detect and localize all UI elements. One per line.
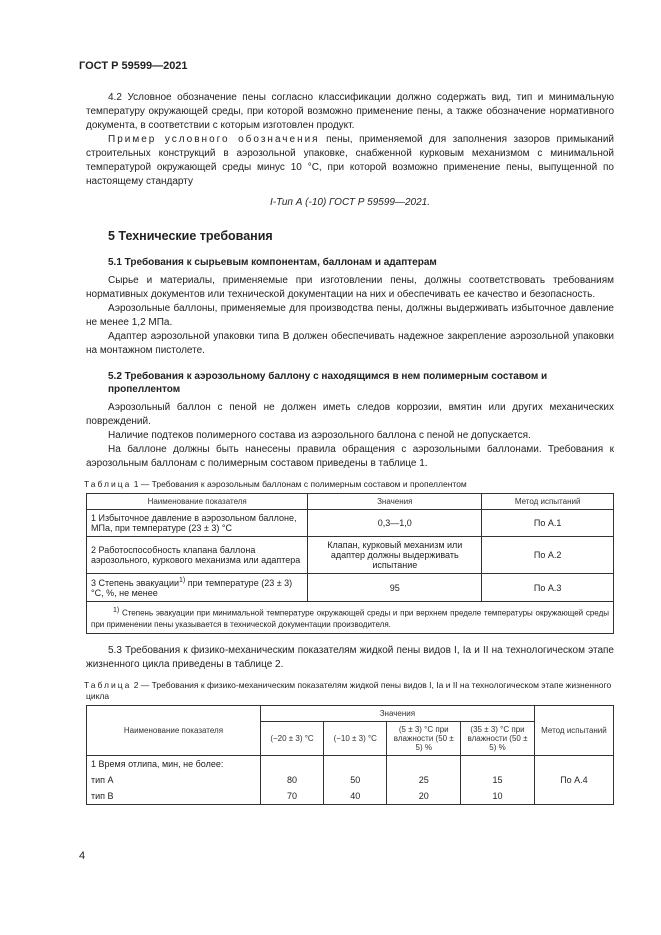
paragraph-5-2-c: На баллоне должны быть нанесены правила обращения с аэрозольными баллонами. Требования к аэрозольным баллонам с полимерным составом приведены в таблице 1. (86, 444, 614, 469)
table-cell-name: 1 Избыточное давление в аэрозольном баллоне, МПа, при температуре (23 ± 3) °С (87, 510, 308, 537)
table-cell-name: тип В (87, 788, 261, 805)
table-group-label: 1 Время отлипа, мин, не более: (87, 755, 261, 772)
paragraph-5-1-c: Адаптер аэрозольной упаковки типа В должен обеспечивать надежное закрепление аэрозольной упаковки на монтажном пистолете. (86, 331, 614, 356)
example-label: Пример условного обозначения (108, 134, 320, 145)
table-cell-method: По А.1 (482, 510, 614, 537)
table-2-caption (86, 680, 614, 702)
table-1-label: Таблица (84, 479, 132, 489)
paragraph-5-2-a: Аэрозольный баллон с пеной не должен иметь следов коррозии, вмятин или других механических повреждений. (86, 402, 614, 427)
table-cell-value: 40 (324, 788, 387, 805)
table-1-note-row (87, 602, 614, 634)
table-2-header-name: Наименование показателя (87, 705, 261, 755)
table-1-title: 1 — Требования к аэрозольным баллонам с полимерным составом и пропеллентом (131, 479, 467, 489)
table-row (87, 574, 614, 602)
table-cell-method: По А.2 (482, 537, 614, 574)
section-5-1-heading: 5.1 Требования к сырьевым компонентам, баллонам и адаптерам (108, 257, 437, 268)
table-cell-value: 95 (308, 574, 482, 602)
table-2-header-values: Значения (260, 705, 534, 721)
table-cell-value: 15 (461, 772, 535, 788)
table-cell-value: 0,3—1,0 (308, 510, 482, 537)
table-2-title: 2 — Требования к физико-механическим показателям жидкой пены видов I, Iа и II на технологическом этапе жизненного цикла (86, 679, 612, 701)
table-cell-name: 2 Работоспособность клапана баллона аэрозольного, куркового механизма или адаптера (87, 537, 308, 574)
table-1-header-name: Наименование показателя (87, 494, 308, 510)
table-row (87, 755, 614, 772)
table-cell-value: 10 (461, 788, 535, 805)
table-row (87, 772, 614, 788)
table-cell-name: тип А (87, 772, 261, 788)
table-1-header-value: Значения (308, 494, 482, 510)
example-text: пены, применяемой для заполнения зазоров примыканий строительных конструкций в аэрозольной упаковке, снабженной курковым механизмом с минимальной температурой окружающей среды минус 10 °С, при которой возможно применение пены, выпущенной по настоящему стандарту (86, 134, 614, 187)
table-2-col-3: (5 ± 3) °С при влажности (50 ± 5) % (387, 721, 461, 755)
table-cell-name (87, 574, 308, 602)
footnote-text: Степень эвакуации при минимальной температуре окружающей среды и при верхнем пределе температуры окружающей среды при применении пены указывается в технической документации производителя. (91, 608, 609, 629)
cell-text: 3 Степень эвакуации (91, 578, 180, 588)
section-5-2-heading: 5.2 Требования к аэрозольному баллону с находящимся в нем полимерным составом и пропеллентом (108, 371, 548, 395)
table-cell-method: По А.4 (534, 772, 613, 788)
table-cell-value: 70 (260, 788, 323, 805)
page-content (86, 91, 614, 805)
table-cell-value: 80 (260, 772, 323, 788)
table-row (87, 537, 614, 574)
paragraph-5-3: 5.3 Требования к физико-механическим показателям жидкой пены видов I, Iа и II на технологическом этапе жизненного цикла приведены в таблице 2. (86, 644, 614, 670)
cell-text: при температуре (23 ± 3) °С, %, не менее (91, 578, 293, 598)
table-cell-value: 20 (387, 788, 461, 805)
table-cell-method: По А.3 (482, 574, 614, 602)
page-header: ГОСТ Р 59599—2021 (79, 60, 188, 72)
table-row (87, 510, 614, 537)
table-2-col-2: (−10 ± 3) °С (324, 721, 387, 755)
table-cell-value: 50 (324, 772, 387, 788)
table-1-header (87, 494, 614, 510)
table-1 (86, 493, 614, 634)
table-2-label: Таблица (84, 679, 132, 690)
table-cell-value: Клапан, курковый механизм или адаптер должны выдерживать испытание (308, 537, 482, 574)
table-1-header-method: Метод испытаний (482, 494, 614, 510)
table-2-col-1: (−20 ± 3) °С (260, 721, 323, 755)
table-2-header-method: Метод испытаний (534, 705, 613, 755)
footnote-ref: 1) (179, 577, 186, 584)
page-number: 4 (79, 850, 86, 862)
footnote-mark: 1) (113, 607, 120, 614)
paragraph-5-1-a: Сырье и материалы, применяемые при изготовлении пены, должны соответствовать требованиям нормативных документов или технической документации на них и обеспечивать ее качество и безопасность. (86, 275, 614, 300)
table-2-header (87, 705, 614, 721)
paragraph-5-1-b: Аэрозольные баллоны, применяемые для производства пены, должны выдерживать избыточное давление не менее 1,2 МПа. (86, 303, 614, 328)
example-code: I-Тип А (-10) ГОСТ Р 59599—2021. (269, 197, 430, 208)
table-2-col-4: (35 ± 3) °С при влажности (50 ± 5) % (461, 721, 535, 755)
table-row (87, 788, 614, 805)
table-1-caption (86, 479, 614, 490)
paragraph-4-2: 4.2 Условное обозначение пены согласно классификации должно содержать вид, тип и минимальную температуру окружающей среды, при которой возможно применение пены, а также обозначение нормативного документа, в соответствии с которым изготовлен продукт. (86, 92, 614, 131)
table-cell-value: 25 (387, 772, 461, 788)
table-2 (86, 705, 614, 805)
example-paragraph (86, 133, 614, 189)
section-5-heading: 5 Технические требования (108, 229, 273, 243)
table-1-note (87, 602, 614, 634)
paragraph-5-2-b: Наличие подтеков полимерного состава из аэрозольного баллона с пеной не допускается. (108, 430, 531, 441)
